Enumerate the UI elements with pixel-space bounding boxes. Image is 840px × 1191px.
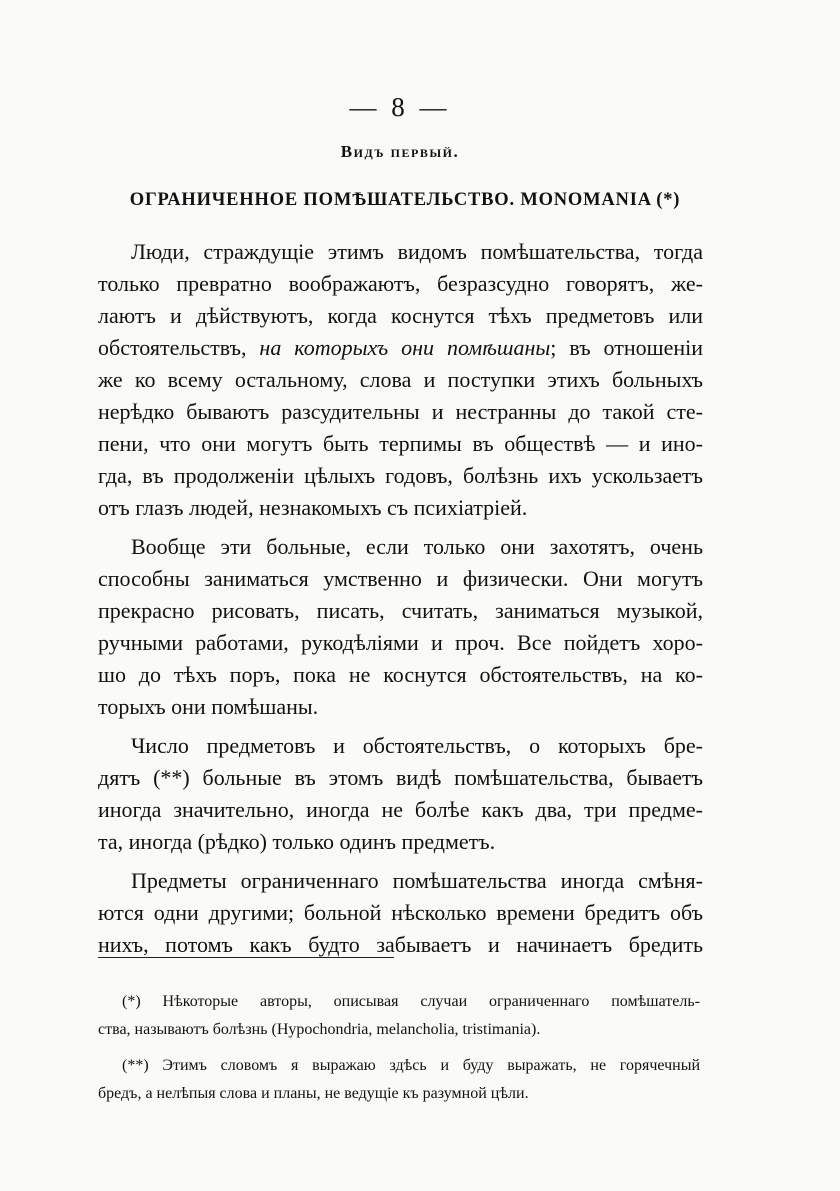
text-line: же ко всему остальному, слова и поступки этихъ больныхъ xyxy=(98,367,703,392)
text-fragment: обстоятельствъ, xyxy=(98,335,247,360)
text-line: ручными работами, рукодѣліями и проч. Все пойдетъ хоро- xyxy=(98,630,703,655)
footnote-divider xyxy=(98,957,394,958)
text-line: дятъ (**) больные въ этомъ видѣ помѣшательства, бываетъ xyxy=(98,765,703,790)
page-number: — 8 — xyxy=(349,92,451,122)
text-line: та, иногда (рѣдко) только одинъ предметъ. xyxy=(98,829,496,854)
chapter-title: ОГРАНИЧЕННОЕ ПОМѢШАТЕЛЬСТВО. MONOMANIA (*) xyxy=(129,190,681,210)
text-line: отъ глазъ людей, незнакомыхъ съ психіатріей. xyxy=(98,495,528,520)
text-line: торыхъ они помѣшаны. xyxy=(98,694,319,719)
text-line: пени, что они могутъ быть терпимы въ обществѣ — и ино- xyxy=(98,431,703,456)
text-line: только превратно воображаютъ, безразсудно говорятъ, же- xyxy=(98,271,703,296)
text-line: способны заниматься умственно и физически. Они могутъ xyxy=(98,566,703,591)
text-line: гда, въ продолженіи цѣлыхъ годовъ, болѣзнь ихъ ускользаетъ xyxy=(98,463,703,488)
footnote-line: (**) Этимъ словомъ я выражаю здѣсь и буду выражать, не горячечный xyxy=(122,1057,700,1074)
text-line: прекрасно рисовать, писать, считать, заниматься музыкой, xyxy=(98,598,703,623)
text-line: Предметы ограниченнаго помѣшательства иногда смѣня- xyxy=(131,868,703,893)
text-line: нихъ, потомъ какъ будто забываетъ и начинаетъ бредить xyxy=(98,932,703,957)
text-line: иногда значительно, иногда не болѣе какъ два, три предме- xyxy=(98,797,703,822)
text-line: Число предметовъ и обстоятельствъ, о которыхъ бре- xyxy=(131,733,703,758)
footnote-line: (*) Нѣкоторые авторы, описывая случаи ограниченнаго помѣшатель- xyxy=(122,993,700,1010)
text-line: шо до тѣхъ поръ, пока не коснутся обстоятельствъ, на ко- xyxy=(98,662,703,687)
footnote-line: ства, называютъ болѣзнь (Hypochondria, melancholia, tristimania). xyxy=(98,1021,541,1038)
text-fragment: ; въ отношеніи xyxy=(550,335,703,360)
text-line: нерѣдко бываютъ разсудительны и нестранны до такой сте- xyxy=(98,399,703,424)
italic-phrase: на которыхъ они помѣшаны xyxy=(259,335,551,360)
footnote-line: бредъ, а нелѣпыя слова и планы, не ведущіе къ разумной цѣли. xyxy=(98,1085,529,1102)
section-heading: Видъ первый. xyxy=(340,142,460,161)
text-line: Люди, страждущіе этимъ видомъ помѣшательства, тогда xyxy=(131,239,703,264)
text-line: ются одни другими; больной нѣсколько времени бредитъ объ xyxy=(98,900,703,925)
text-line: лаютъ и дѣйствуютъ, когда коснутся тѣхъ предметовъ или xyxy=(98,303,703,328)
text-line-with-italic xyxy=(98,332,703,364)
text-line: Вообще эти больные, если только они захотятъ, очень xyxy=(131,534,703,559)
